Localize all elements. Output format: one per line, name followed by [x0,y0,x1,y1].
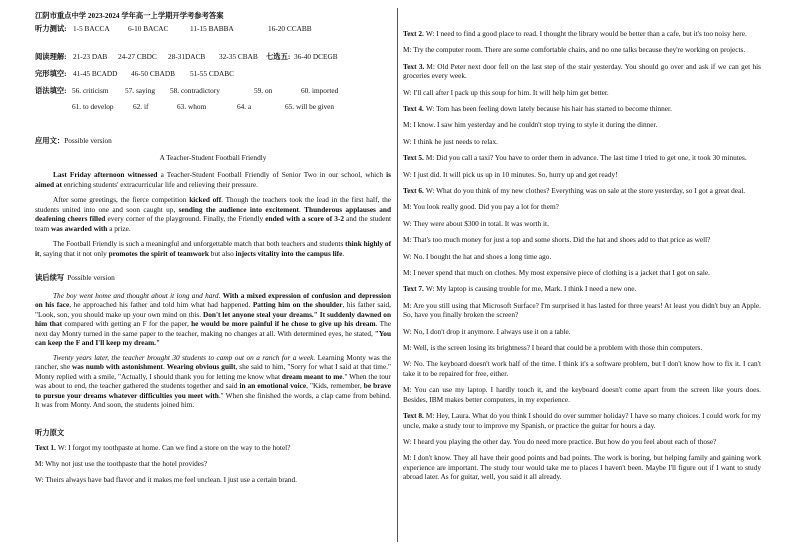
dialogue-line [403,104,761,114]
dialogue-line [403,268,761,278]
text-run: a Teacher-Student Football Friendly of Senior Two in our school, which [157,170,387,179]
text-run: , saying that it not only [39,248,109,258]
bold-phrase: Thunderous applauses and deafening cheers filled [35,204,392,223]
bold-phrase: ended with a score of 3-2 [265,214,345,223]
dialogue-line [35,443,391,453]
dialogue-line [403,343,761,353]
text-run: , his father said, "Look, son, you should make up your own mind on this. [35,300,392,319]
dialogue-text: W: My laptop is causing trouble for me, Mark. I think I need a new one. [425,284,637,294]
dialogue-text: M: I know. I saw him yesterday and he couldn't stop trying to style it during the dinner. [403,120,658,130]
grammar-answer: 65. will be given [285,102,335,111]
dialogue-text: W: I think he just needs to relax. [403,136,498,146]
answer-group: 6-10 BACAC [128,24,169,33]
text-run: and the student team [35,214,391,233]
dialogue-text: W: They were about $300 in total. It was worth it. [403,218,549,228]
text-run: compared with getting an F for the paper, [62,319,192,328]
grammar-answer: 62. if [133,102,149,111]
bold-phrase: is aimed at [35,170,391,189]
dialogue-text: W: Tom has been feeling down lately because his hair has started to become thinner. [425,104,672,114]
answer-group: 46-50 CBADB [131,69,175,78]
answer-group: 16-20 CCABB [268,24,312,33]
dialogue-text: M: Well, is the screen losing its brightness? I heard that could be a problem with those thin computers. [403,343,703,353]
document-title: 江阴市重点中学 2023-2024 学年高一上学期开学考参考答案 [35,11,224,20]
text-run: ." When she finished the words, a clap came from behind. It was from Monty. And soon, the students joined him. [35,390,391,409]
answer-group: 41-45 BCADD [73,69,118,78]
bold-phrase: be brave to pursue your dreams whatever difficulties you meet with [35,381,391,400]
dialogue-text: M: Did you call a taxi? You have to order them in advance. The last time I tried to get one, it took 30 minutes. [425,153,747,163]
text-label: Text 3. [403,61,425,71]
dialogue-line [403,411,761,430]
answer-group: 11-15 BABBA [190,24,234,33]
essay-paragraph [35,239,391,258]
listening-answers-label: 听力测试: [35,24,67,33]
reading-answers-label: 阅读理解: [35,52,67,61]
answer-group: 36-40 DCEGB [294,52,338,61]
text-run: . The next day Monty turned in the same paper to the teacher, making no changes at all. With determined eyes, he stated, [35,319,391,338]
dialogue-text: M: I never spend that much on clothes. My most expensive piece of clothing is a jacket that I got on sale. [403,267,710,277]
bold-phrase: sending the audience into excitement [178,204,299,214]
dialogue-text: M: You can use my laptop. I hardly touch it, and the keyboard doesn't come apart from the screen like yours does. Besides, IBM makes better computers, in my experience. [403,385,761,404]
italic-phrase: The boy went home and thought about it long and hard. [53,290,221,300]
essay-heading [35,136,391,146]
dialogue-line [403,29,761,39]
dialogue-line [403,235,761,245]
cloze-answers-label: 完形填空: [35,69,67,78]
bold-phrase: "You can keep the F and I'll keep my dream." [35,328,391,347]
dialogue-text: M: Hey, Laura. What do you think I should do over summer holiday? I have so many choices. I could work for my uncle, make a study tour to improve my Spanish, or practice the guitar for hours a day. [403,411,762,430]
text-run: but also [208,248,236,258]
dialogue-line [403,202,761,212]
dialogue-line [403,453,761,482]
dialogue-line [403,153,761,163]
grammar-answers-row-2 [35,102,391,112]
dialogue-line [403,137,761,147]
continuation-body [35,291,391,410]
reading-answers-row [35,52,391,62]
text-run: a prize. [107,223,131,233]
dialogue-text: W: Theirs always have bad flavor and it makes me feel unclean. I just use a certain brand. [35,475,297,484]
dialogue-line [403,284,761,294]
essay-body [35,170,391,258]
text-run: , she said to him, "Sorry for what I said at that time." Monty replied with a smile, "Actually, I should thank you for letting me know what [35,362,391,381]
essay-title: A Teacher-Student Football Friendly [159,153,267,162]
text-run: , he approached his father and told him what had happened. [69,300,253,309]
grammar-answer: 63. whom [177,102,207,111]
seven-choose-five-label: 七选五: [266,52,291,61]
right-column [403,29,761,482]
text-label: Text 6. [403,186,424,196]
bold-phrase: injects vitality into the campus life [235,248,343,258]
dialogue-text: W: I just did. It will pick us up in 10 minutes. So, hurry up and get ready! [403,169,618,179]
dialogue-line [403,120,761,130]
section-note: Possible version [64,136,112,145]
bold-phrase: Patting him on the shoulder [252,300,343,309]
dialogue-line [403,45,761,55]
text-label: Text 7. [403,284,424,294]
dialogue-line [35,459,391,469]
italic-phrase: Twenty years later, the teacher brought 30 students to camp out on a ranch for a week. [53,352,316,362]
dialogue-text: W: What do you think of my new clothes? Everything was on sale at the store yesterday, so I got a great deal. [425,186,746,196]
text-label: Text 2. [403,29,424,38]
section-note: Possible version [67,272,115,282]
text-label: Text 1. [35,443,56,452]
text-run: After some greetings, the fierce competition [53,195,190,204]
section-label: 读后续写 [35,272,65,282]
dialogue-line [403,219,761,229]
dialogue-text: M: I don't know. They all have their good points and bad points. The work is boring, but helping family and gaining work experience are important. The study tour would take me to places I haven't been. Maybe I'll figure out if I want to study abroad later. As for guitar, well, you said it all already. [403,453,761,482]
bold-phrase: in an emotional voice [239,381,307,390]
dialogue-line [403,359,761,378]
continuation-paragraph [35,353,391,410]
dialogue-line [403,186,761,196]
answer-group: 1-5 BACCA [73,24,110,33]
bold-phrase: Last Friday afternoon witnessed [53,170,158,179]
dialogue-text: W: I'll call after I pack up this soup for him. It will help him get better. [403,87,609,97]
cloze-answers-row [35,69,391,79]
grammar-answer: 60. imported [301,86,339,95]
answer-group: 28-31DACB [168,52,206,61]
answer-group: 24-27 CBDC [118,52,157,61]
answer-group: 51-55 CDABC [190,69,234,78]
continuation-paragraph [35,291,391,348]
text-run: Learning Monty was the rancher, she [35,352,391,371]
bold-phrase: Don't let anyone steal your dreams." It suddenly dawned on him that [35,309,392,328]
dialogue-text: W: I need to find a good place to read. I thought the library would be better than a cafe, but it's too noisy here. [425,29,747,38]
bold-phrase: kicked off [189,195,222,204]
grammar-answer: 57. saying [125,86,155,95]
text-run: ." When the tour was about to end, the teacher gathered the students together and said [35,371,391,390]
grammar-answer: 58. contradictory [170,86,220,95]
dialogue-line [403,252,761,262]
dialogue-text: W: I forgot my toothpaste at home. Can we find a store on the way to the hotel? [57,443,291,452]
dialogue-line [403,170,761,180]
bold-phrase: Wearing obvious guilt [166,362,236,371]
dialogue-text: M: Are you still using that Microsoft Surface? I'm surprised it has lasted for three years! At least you didn't buy an Apple. So, have you finally broken the screen? [403,300,761,320]
dialogue-line [403,301,761,320]
dialogue-line [403,88,761,98]
essay-paragraph [35,195,391,233]
text-run: enriching students' extracurricular life and relieving their pressure. [61,179,258,189]
text-label: Text 5. [403,153,424,163]
bold-phrase: think highly of it [35,239,392,258]
grammar-answer: 56. criticism [72,86,109,95]
bold-phrase: was awarded with [51,223,108,233]
dialogue-text: M: Old Peter next door fell on the last step of the stair yesterday. You should go over and ask if we can get his groceries every week. [403,61,762,81]
grammar-answers-label: 语法填空: [35,86,67,95]
text-label: Text 4. [403,104,424,114]
dialogue-text: W: No. The keyboard doesn't work half of the time. I think it's a software problem, but I don't know how to fix it. I can't take it to be repaired for free, either. [403,359,761,378]
answer-group: 32-35 CBAB [219,52,258,61]
text-run: , "Kids, remember, [306,381,364,390]
dialogue-line [403,62,761,81]
bold-phrase: dream meant to me [281,371,343,381]
bold-phrase: he would be more painful if he chose to give up his dream [191,319,376,328]
bold-phrase: promotes the spirit of teamwork [108,248,209,258]
dialogue-line [403,327,761,337]
text-run: . [298,204,305,214]
answer-group: 21-23 DAB [73,52,108,61]
column-divider [397,8,398,542]
grammar-answer: 59. on [254,86,273,95]
dialogue-text: W: I heard you playing the other day. You do need more practice. But how do you feel about each of those? [403,437,717,447]
text-run: . [162,362,167,371]
essay-paragraph [35,170,391,189]
dialogue-text: M: You look really good. Did you pay a lot for them? [403,202,559,212]
text-run: . [342,248,345,258]
listening-script-heading: 听力原文 [35,428,65,437]
left-column [35,11,391,485]
dialogue-text: W: No, I don't drop it anymore. I always use it on a table. [403,326,571,336]
section-label: 应用文： [35,136,65,145]
text-label: Text 8. [403,411,424,421]
text-run: every corner of the playground. Finally, the Friendly [105,214,266,223]
grammar-answer: 61. to develop [72,102,114,111]
dialogue-line [403,437,761,447]
grammar-answer: 64. a [237,102,252,111]
text-run: . Though the teachers took the lead in the first half, the students united into one and soon caught up, [35,195,391,214]
grammar-answers-row [35,86,391,96]
text-run: The Football Friendly is such a meaningful and unforgettable match that both teachers and students [53,239,346,248]
dialogue-text: M: Try the computer room. There are some comfortable chairs, and no one talks because they're working on projects. [403,45,746,55]
dialogue-text: M: Why not just use the toothpaste that the hotel provides? [35,459,208,468]
bold-phrase: was numb with astonishment [72,362,163,371]
dialogue-text: M: That's too much money for just a top and some shorts. Did the hat and shoes add to that price as well? [403,235,711,245]
listening-answers-row [35,24,391,34]
bold-phrase: With a mixed expression of confusion and depression on his face [35,290,391,309]
dialogue-line [403,385,761,404]
dialogue-text: W: No. I bought the hat and shoes a long time ago. [403,251,552,261]
dialogue-line [35,475,391,485]
continuation-heading [35,273,391,283]
